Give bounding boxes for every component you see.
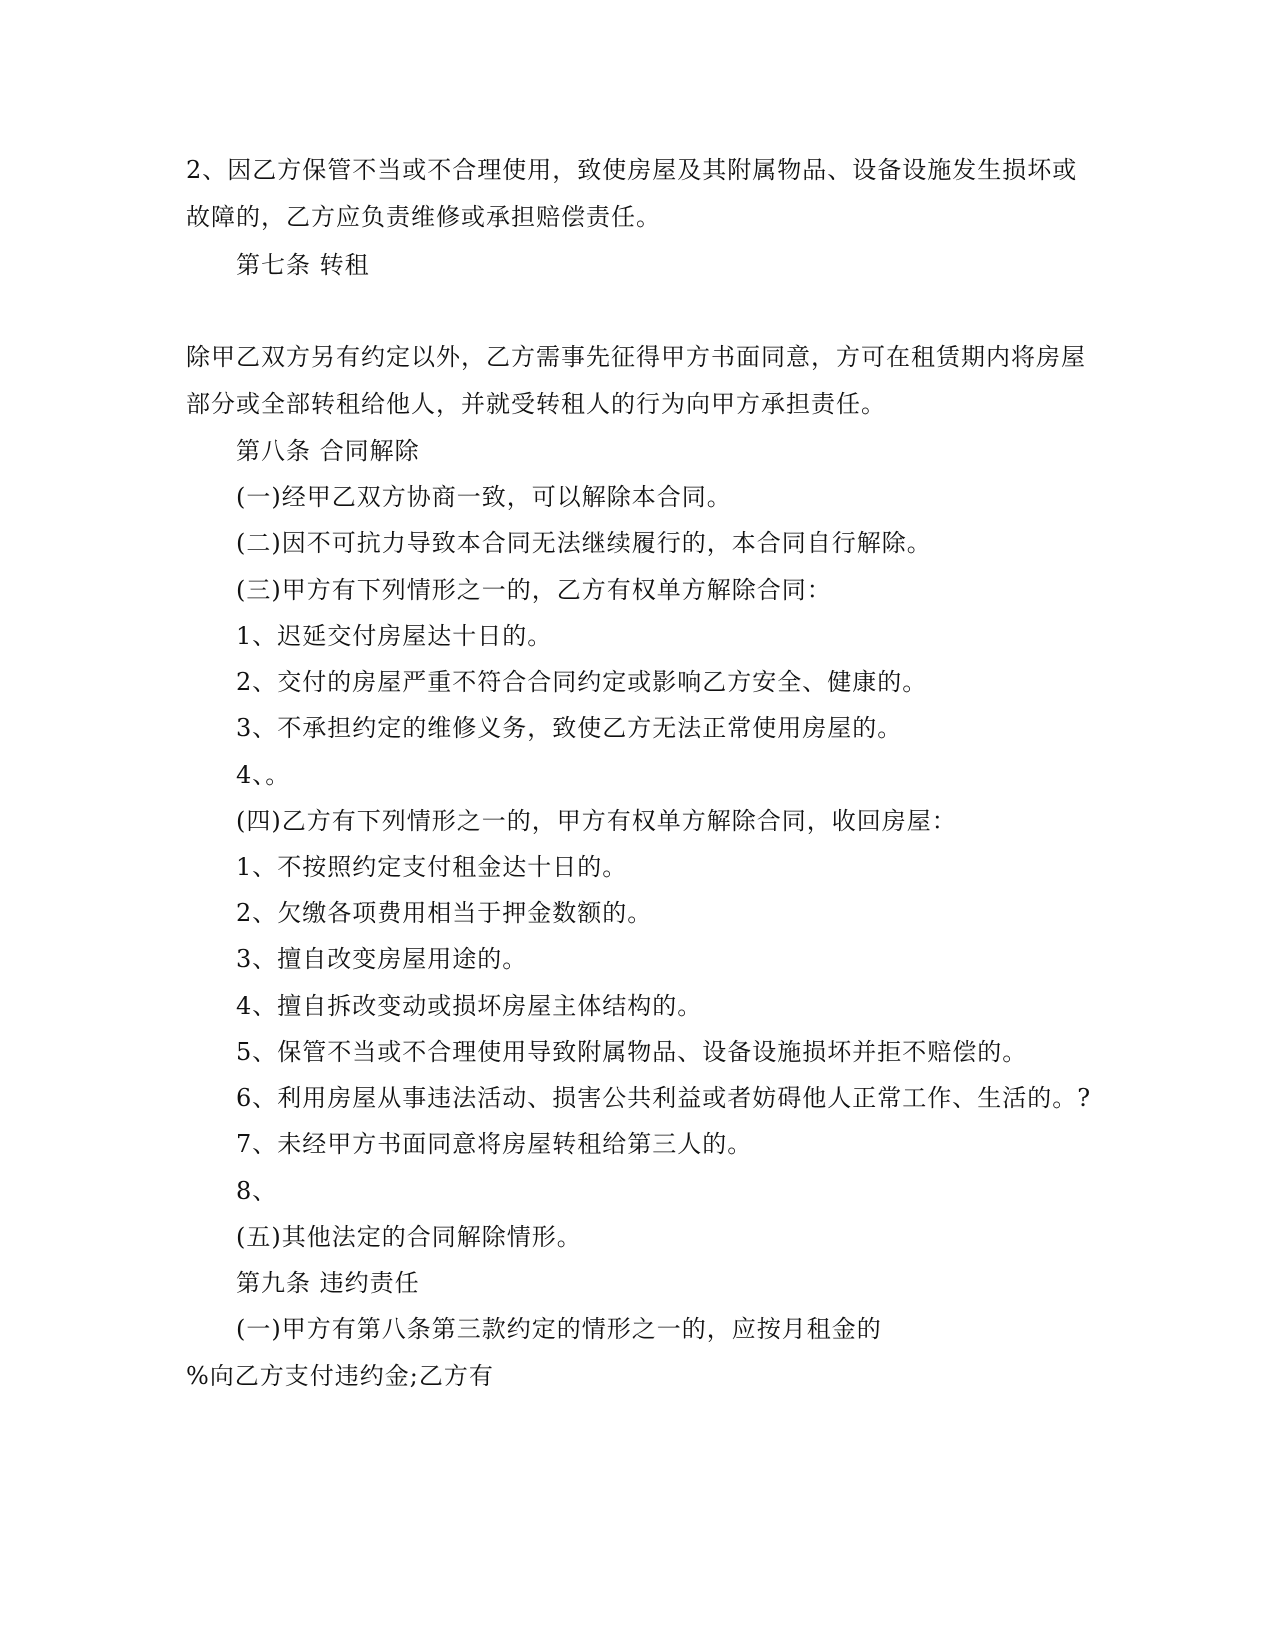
paragraph-line: 故障的，乙方应负责维修或承担赔偿责任。: [186, 203, 661, 231]
clause-line: 3、不承担约定的维修义务，致使乙方无法正常使用房屋的。: [236, 714, 903, 742]
clause-line: 6、利用房屋从事违法活动、损害公共利益或者妨碍他人正常工作、生活的。?: [236, 1084, 1092, 1112]
paragraph-line: 部分或全部转租给他人，并就受转租人的行为向甲方承担责任。: [186, 390, 886, 418]
clause-line: 8、: [236, 1177, 278, 1205]
clause-line: (五)其他法定的合同解除情形。: [236, 1223, 582, 1251]
article-heading: 第八条 合同解除: [236, 437, 420, 465]
paragraph-line: %向乙方支付违约金;乙方有: [186, 1362, 494, 1390]
clause-line: 1、不按照约定支付租金达十日的。: [236, 853, 628, 881]
article-heading: 第九条 违约责任: [236, 1269, 420, 1297]
clause-line: (三)甲方有下列情形之一的，乙方有权单方解除合同：: [236, 576, 832, 604]
clause-line: 1、迟延交付房屋达十日的。: [236, 622, 553, 650]
article-heading: 第七条 转租: [236, 251, 370, 279]
clause-line: 4、。: [236, 761, 291, 789]
clause-line: 2、欠缴各项费用相当于押金数额的。: [236, 899, 653, 927]
paragraph-line: 除甲乙双方另有约定以外，乙方需事先征得甲方书面同意，方可在租赁期内将房屋: [186, 343, 1086, 371]
clause-line: 3、擅自改变房屋用途的。: [236, 945, 528, 973]
clause-line: 4、擅自拆改变动或损坏房屋主体结构的。: [236, 992, 703, 1020]
clause-line: (四)乙方有下列情形之一的，甲方有权单方解除合同，收回房屋：: [236, 807, 957, 835]
clause-line: (二)因不可抗力导致本合同无法继续履行的，本合同自行解除。: [236, 529, 932, 557]
paragraph-line: 2、因乙方保管不当或不合理使用，致使房屋及其附属物品、设备设施发生损坏或: [186, 156, 1078, 184]
clause-line: 2、交付的房屋严重不符合合同约定或影响乙方安全、健康的。: [236, 668, 928, 696]
clause-line: (一)甲方有第八条第三款约定的情形之一的，应按月租金的: [236, 1315, 882, 1343]
clause-line: 7、未经甲方书面同意将房屋转租给第三人的。: [236, 1130, 753, 1158]
clause-line: 5、保管不当或不合理使用导致附属物品、设备设施损坏并拒不赔偿的。: [236, 1038, 1028, 1066]
clause-line: (一)经甲乙双方协商一致，可以解除本合同。: [236, 483, 732, 511]
